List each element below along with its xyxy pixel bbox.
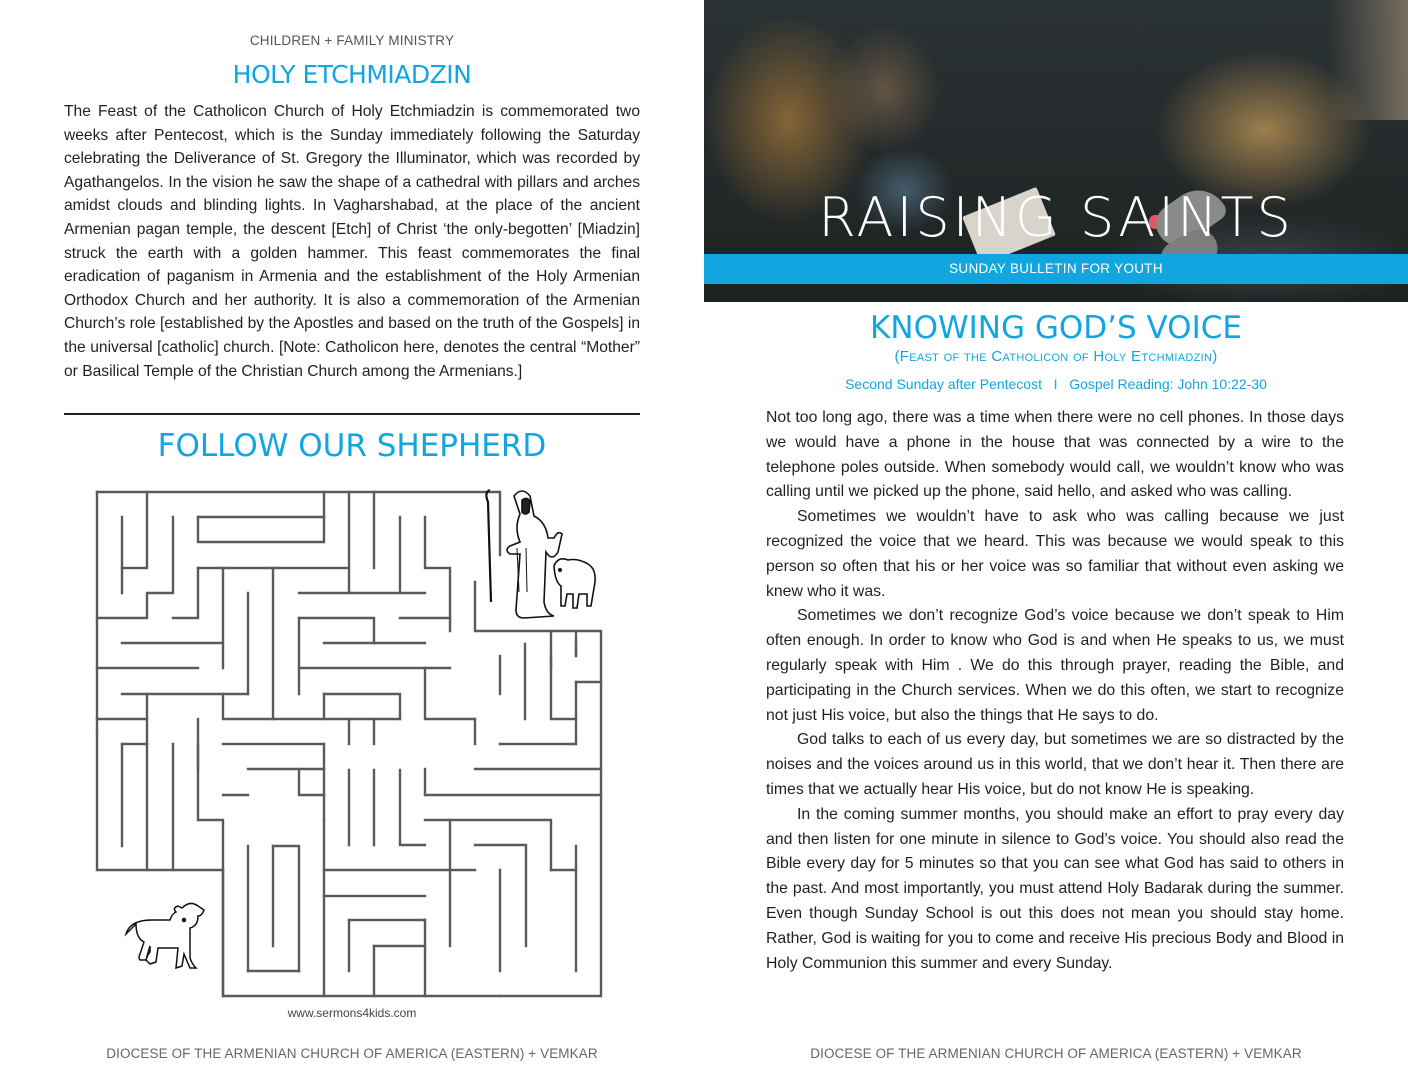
article-paragraph: Not too long ago, there was a time when there were no cell phones. In those days we would have a phone in the house that was connected by a wire to the telephone poles outside. When somebody would call, we wouldn’t know who was calling until we picked up the phone, said hello, and asked who was calling. (766, 409, 1344, 501)
article-paragraph: God talks to each of us every day, but sometimes we are so distracted by the noises and the voices around us in this world, that we don’t hear it. Then there are times that we actually hear His voice, but do not know He is speaking. (766, 731, 1344, 798)
article-paragraph: Sometimes we don’t recognize God’s voice because we don’t speak to Him often enough. In order to know who God is and when He speaks to us, we must regularly speak with Him . We do this through prayer, reading the Bible, and participating in the Church services. When we do this often, we start to recognize not just His voice, but also the things that He says to do. (766, 607, 1344, 724)
maze-title: FOLLOW OUR SHEPHERD (157, 428, 547, 464)
lamb-icon (126, 903, 204, 968)
article-paragraph: In the coming summer months, you should make an effort to pray every day and then listen for one minute in silence to God’s voice. You should also read the Bible every day for 5 minutes so that you can see what God has said to others in the past. And most importantly, you must attend Holy Badarak during the summer. Even though Sunday School is out this does not mean you should stay home. Rather, God is waiting for you to come and receive His precious Body and Blood in Holy Communion this summer and every Sunday. (766, 805, 1344, 972)
hero-photo (704, 0, 1408, 302)
gospel-reading-line: Second Sunday after Pentecost I Gospel Reading: John 10:22-30 (845, 376, 1267, 392)
right-page (704, 0, 1408, 1088)
etchmiadzin-title: HOLY ETCHMIADZIN (232, 60, 472, 89)
article-body (766, 406, 1344, 976)
article-paragraph: Sometimes we wouldn’t have to ask who was calling because we just recognized the voice that we heard. This was because we would speak to this person so often that his or her voice was so familiar that without even asking we knew who it was. (766, 508, 1344, 600)
curtain-shape (1328, 0, 1408, 120)
bulletin-subtitle-band: SUNDAY BULLETIN FOR YOUTH (704, 254, 1408, 284)
etchmiadzin-paragraph: The Feast of the Catholicon Church of Holy Etchmiadzin is commemorated two weeks after Pentecost, which is the Sunday immediately following the Saturday celebrating the Deliverance of St. Gregory the Illuminator, which was recorded by Agathangelos. In the vision he saw the shape of a cathedral with pillars and arches amidst clouds and blinding lights. In Vagharshabad, at the place of the ancient Armenian pagan temple, the descent [Etch] of Christ ‘the only-begotten’ [Miadzin] struck the earth with a golden hammer. This feast commemorates the final eradication of paganism in Armenia and the establishment of the Holy Armenian Orthodox Church and her authority. It is also a commemoration of the Armenian Church’s role [established by the Apostles and based on the truth of the Gospels] in the universal [catholic] church. [Note: Catholicon here, denotes the central “Mother” or Basilical Temple of the Christian Church among the Armenians.] (64, 103, 640, 380)
article-feast-subtitle: (Feast of the Catholicon of Holy Etchmiadzin) (894, 348, 1218, 365)
article-title: KNOWING GOD’S VOICE (870, 310, 1242, 346)
bulletin-title: RAISING SAINTS (818, 186, 1294, 249)
maze-credit: www.sermons4kids.com (287, 1006, 417, 1020)
right-footer: DIOCESE OF THE ARMENIAN CHURCH OF AMERICA (EASTERN) + VEMKAR (810, 1046, 1302, 1061)
ministry-kicker: CHILDREN + FAMILY MINISTRY (249, 33, 455, 48)
left-footer: DIOCESE OF THE ARMENIAN CHURCH OF AMERICA (EASTERN) + VEMKAR (106, 1046, 598, 1061)
shepherd-with-sheep-icon (486, 490, 595, 618)
